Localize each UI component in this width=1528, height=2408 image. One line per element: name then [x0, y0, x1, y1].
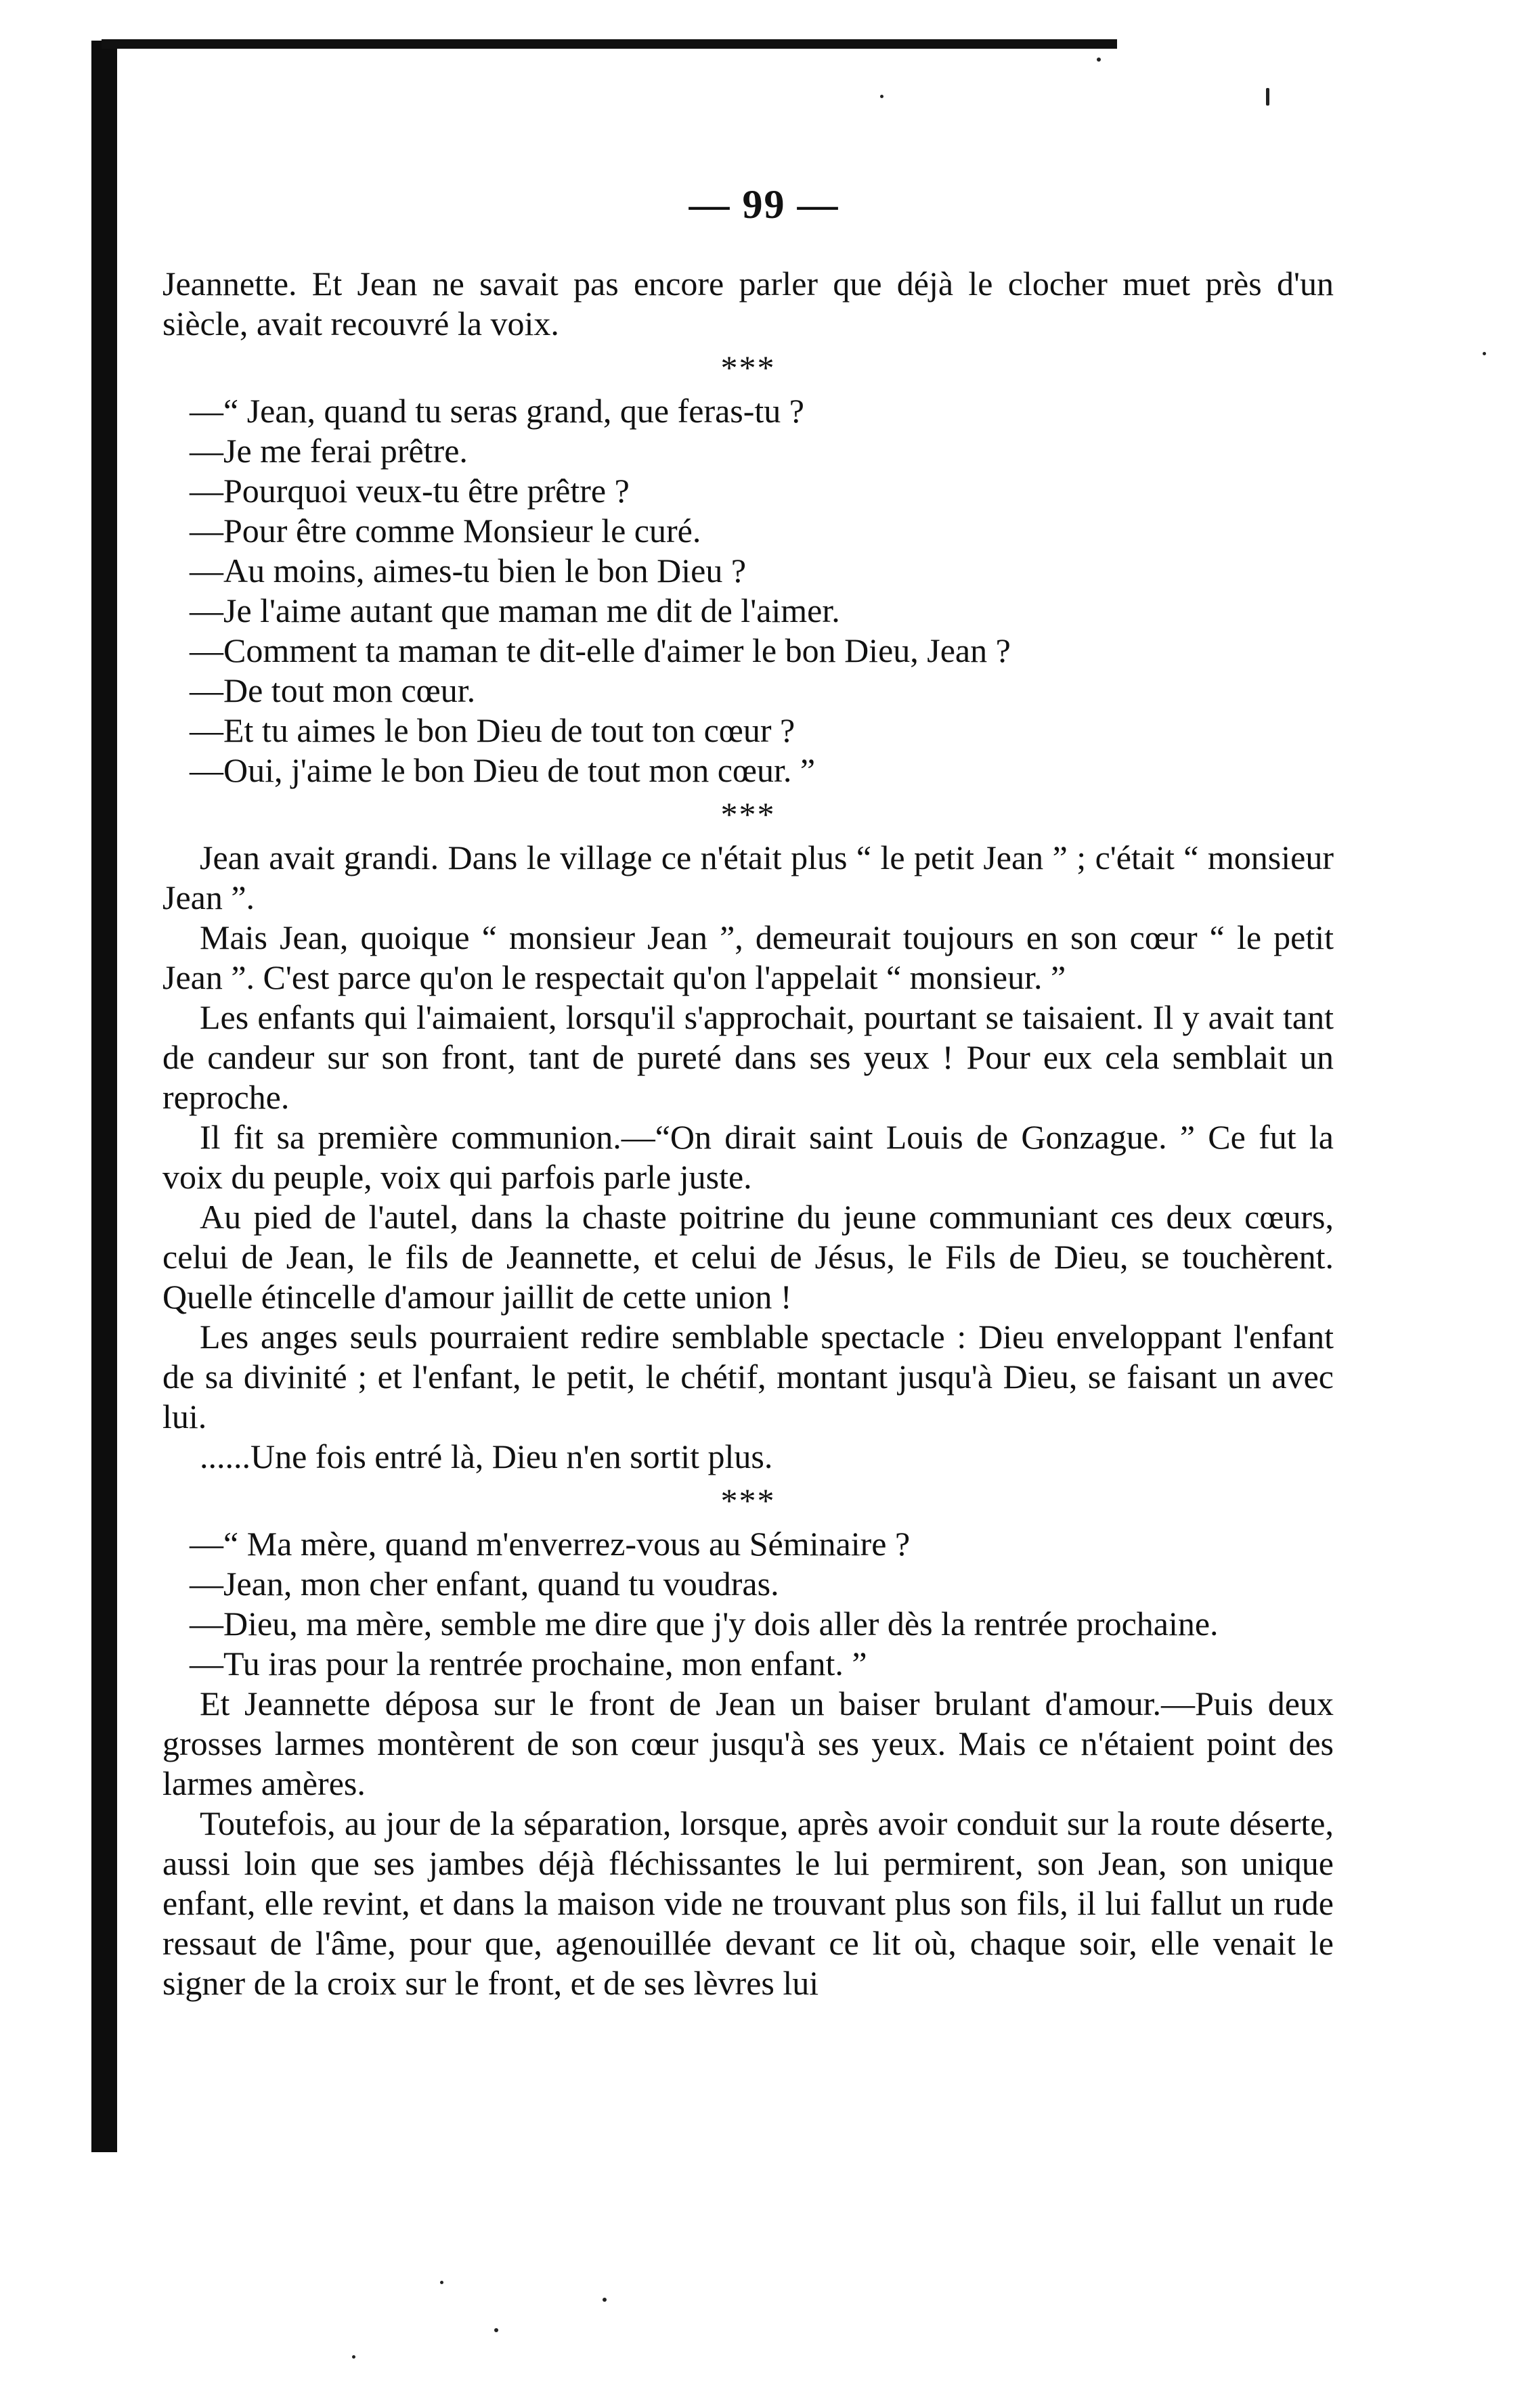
dialogue-line: —Pourquoi veux-tu être prêtre ?	[190, 472, 630, 510]
page-number: — 99 —	[689, 182, 839, 227]
paragraph: Les anges seuls pourraient redire semblable spectacle : Dieu enveloppant l'enfant de sa divinité ; et l'enfant, le petit, le chétif, montant jusqu'à Dieu, se faisant un avec lui.	[162, 1318, 1334, 1435]
paragraph: Toutefois, au jour de la séparation, lorsque, après avoir conduit sur la route déserte, aussi loin que ses jambes déjà fléchissantes le lui permirent, son Jean, son unique enfant, elle revint, et dans la maison vide ne trouvant plus son fils, il lui fallut un rude ressaut de l'âme, pour que, agenouillée devant ce lit où, chaque soir, elle venait le signer de la croix sur le front, et de ses lèvres lui	[162, 1804, 1334, 2002]
dialogue-line: —Dieu, ma mère, semble me dire que j'y dois aller dès la rentrée prochaine.	[190, 1605, 1219, 1643]
narrative-block	[162, 838, 1334, 1477]
dialogue-line: —“ Jean, quand tu seras grand, que feras-tu ?	[190, 392, 804, 430]
paragraph: Au pied de l'autel, dans la chaste poitrine du jeune communiant ces deux cœurs, celui de Jean, le fils de Jeannette, et celui de Jésus, le Fils de Dieu, se touchèrent. Quelle étincelle d'amour jaillit de cette union !	[162, 1198, 1334, 1316]
paragraph: Il fit sa première communion.—“On dirait saint Louis de Gonzague. ” Ce fut la voix du peuple, voix qui parfois parle juste.	[162, 1118, 1334, 1196]
section-separator: ***	[720, 349, 776, 386]
dialogue-line: —Je l'aime autant que maman me dit de l'aimer.	[190, 592, 840, 629]
dialogue-line: —Tu iras pour la rentrée prochaine, mon enfant. ”	[190, 1645, 867, 1682]
paragraph: Mais Jean, quoique “ monsieur Jean ”, demeurait toujours en son cœur “ le petit Jean ”. C'est parce qu'on le respectait qu'on l'appelait “ monsieur. ”	[162, 918, 1334, 996]
dialogue-line: —Je me ferai prêtre.	[190, 432, 468, 470]
page-body	[162, 264, 1334, 2003]
paragraph: Les enfants qui l'aimaient, lorsqu'il s'approchait, pourtant se taisaient. Il y avait tant de candeur sur son front, tant de pureté dans ses yeux ! Pour eux cela semblait un reproche.	[162, 998, 1334, 1116]
dialogue-line: —De tout mon cœur.	[190, 671, 476, 709]
scan-edge-left	[91, 41, 117, 2152]
section-separator: ***	[720, 795, 776, 833]
dialogue-line: —Et tu aimes le bon Dieu de tout ton cœur ?	[190, 711, 795, 749]
dialogue-line: —Oui, j'aime le bon Dieu de tout mon cœur. ”	[190, 751, 816, 789]
dialogue-line: —Au moins, aimes-tu bien le bon Dieu ?	[190, 552, 747, 589]
dialogue-line: —Pour être comme Monsieur le curé.	[190, 512, 701, 550]
dialogue-line: —“ Ma mère, quand m'enverrez-vous au Séminaire ?	[190, 1525, 911, 1563]
dialogue-block	[162, 1524, 1334, 1684]
paragraph: ......Une fois entré là, Dieu n'en sortit plus.	[200, 1437, 773, 1475]
opening-paragraph: Jeannette. Et Jean ne savait pas encore parler que déjà le clocher muet près d'un siècle, avait recouvré la voix.	[162, 265, 1334, 342]
narrative-block	[162, 1684, 1334, 2003]
scan-edge-top	[102, 39, 1117, 49]
dialogue-block	[162, 391, 1334, 790]
section-separator: ***	[720, 1481, 776, 1519]
paragraph: Et Jeannette déposa sur le front de Jean un baiser brulant d'amour.—Puis deux grosses larmes montèrent de son cœur jusqu'à ses yeux. Mais ce n'étaient point des larmes amères.	[162, 1685, 1334, 1802]
dialogue-line: —Jean, mon cher enfant, quand tu voudras.	[190, 1565, 779, 1603]
dialogue-line: —Comment ta maman te dit-elle d'aimer le bon Dieu, Jean ?	[190, 631, 1011, 669]
paragraph: Jean avait grandi. Dans le village ce n'était plus “ le petit Jean ” ; c'était “ monsieur Jean ”.	[162, 839, 1334, 916]
